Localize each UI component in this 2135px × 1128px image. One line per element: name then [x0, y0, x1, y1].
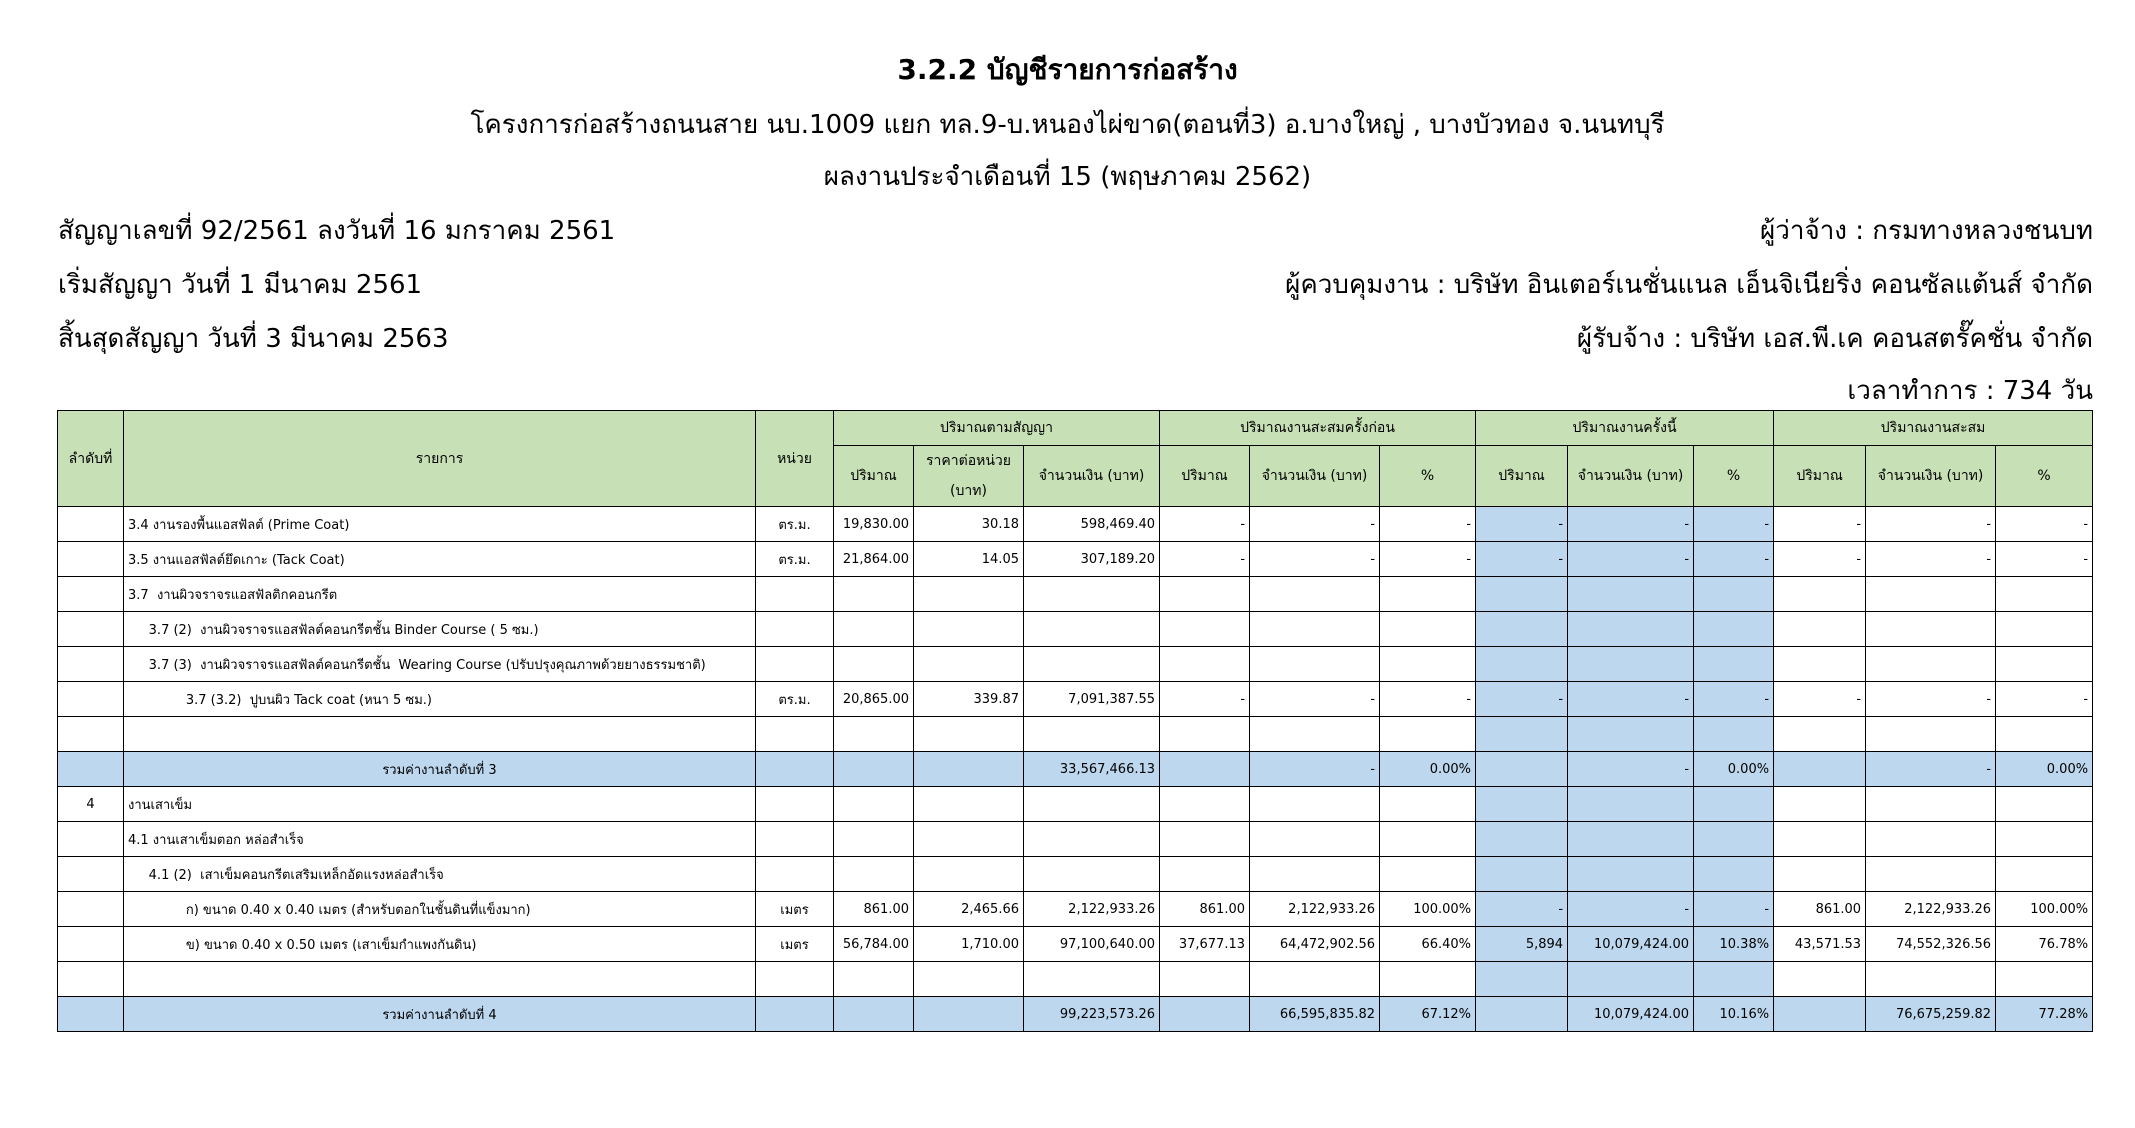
- cell-item: ข) ขนาด 0.40 x 0.50 เมตร (เสาเข็มกำแพงกันดิน): [124, 927, 756, 962]
- contractor: ผู้รับจ้าง : บริษัท เอส.พี.เค คอนสตรั๊คชั่น จำกัด: [1576, 324, 2093, 354]
- cell-seq: [58, 997, 124, 1032]
- cell-s-amt: [1866, 612, 1996, 647]
- cell-seq: [58, 647, 124, 682]
- employer: ผู้ว่าจ้าง : กรมทางหลวงชนบท: [1760, 216, 2093, 246]
- cell-p-pct: [1380, 577, 1476, 612]
- cell-s-pct: -: [1996, 542, 2093, 577]
- cell-s-amt: -: [1866, 682, 1996, 717]
- cell-p-qty: 37,677.13: [1160, 927, 1250, 962]
- cell-p-amt: [1250, 612, 1380, 647]
- cell-t-amt: -: [1568, 507, 1694, 542]
- cell-s-amt: 76,675,259.82: [1866, 997, 1996, 1032]
- cell-c-price: 339.87: [914, 682, 1024, 717]
- cell-c-price: 2,465.66: [914, 892, 1024, 927]
- cell-c-amt: 97,100,640.00: [1024, 927, 1160, 962]
- table-row: [58, 717, 2093, 752]
- cell-s-pct: -: [1996, 682, 2093, 717]
- cell-c-qty: 56,784.00: [834, 927, 914, 962]
- report-period: ผลงานประจำเดือนที่ 15 (พฤษภาคม 2562): [823, 162, 1312, 192]
- cell-t-amt: -: [1568, 752, 1694, 787]
- cell-c-qty: [834, 647, 914, 682]
- cell-t-qty: [1476, 857, 1568, 892]
- cell-t-qty: 5,894: [1476, 927, 1568, 962]
- header-pct: %: [1996, 446, 2093, 507]
- table-row: [58, 507, 2093, 542]
- cell-s-amt: -: [1866, 507, 1996, 542]
- cell-p-qty: 861.00: [1160, 892, 1250, 927]
- cell-seq: [58, 927, 124, 962]
- cell-unit: [756, 577, 834, 612]
- cell-p-pct: 100.00%: [1380, 892, 1476, 927]
- cell-s-qty: [1774, 822, 1866, 857]
- cell-t-qty: -: [1476, 542, 1568, 577]
- cell-p-qty: -: [1160, 507, 1250, 542]
- cell-c-amt: [1024, 717, 1160, 752]
- cell-seq: [58, 577, 124, 612]
- cell-s-amt: [1866, 577, 1996, 612]
- cell-p-qty: -: [1160, 542, 1250, 577]
- cell-c-amt: 2,122,933.26: [1024, 892, 1160, 927]
- table-row: [58, 927, 2093, 962]
- header-amount: จำนวนเงิน (บาท): [1568, 446, 1694, 507]
- cell-s-amt: 74,552,326.56: [1866, 927, 1996, 962]
- boq-body: [58, 507, 2093, 1032]
- cell-s-amt: [1866, 647, 1996, 682]
- cell-item: ก) ขนาด 0.40 x 0.40 เมตร (สำหรับตอกในชั้นดินที่แข็งมาก): [124, 892, 756, 927]
- cell-t-qty: [1476, 752, 1568, 787]
- cell-t-pct: [1694, 717, 1774, 752]
- cell-s-qty: [1774, 997, 1866, 1032]
- cell-p-amt: [1250, 787, 1380, 822]
- cell-p-amt: [1250, 822, 1380, 857]
- cell-seq: [58, 717, 124, 752]
- header-qty: ปริมาณ: [1774, 446, 1866, 507]
- cell-item: 4.1 (2) เสาเข็มคอนกรีตเสริมเหล็กอัดแรงหล่อสำเร็จ: [124, 857, 756, 892]
- cell-s-qty: [1774, 787, 1866, 822]
- cell-s-qty: 861.00: [1774, 892, 1866, 927]
- header-item: รายการ: [124, 411, 756, 507]
- cell-unit: [756, 612, 834, 647]
- cell-t-amt: 10,079,424.00: [1568, 927, 1694, 962]
- supervisor: ผู้ควบคุมงาน : บริษัท อินเตอร์เนชั่นแนล เอ็นจิเนียริ่ง คอนซัลแต้นส์ จำกัด: [1285, 270, 2093, 300]
- cell-p-amt: 64,472,902.56: [1250, 927, 1380, 962]
- cell-c-qty: [834, 577, 914, 612]
- page-title: 3.2.2 บัญชีรายการก่อสร้าง: [897, 53, 1238, 86]
- cell-s-amt: [1866, 787, 1996, 822]
- cell-unit: [756, 647, 834, 682]
- cell-seq: [58, 962, 124, 997]
- cell-item: 3.7 งานผิวจราจรแอสฟัลติกคอนกรีต: [124, 577, 756, 612]
- cell-unit: [756, 962, 834, 997]
- cell-c-amt: [1024, 612, 1160, 647]
- header-prev-group: ปริมาณงานสะสมครั้งก่อน: [1160, 411, 1476, 446]
- cell-p-pct: [1380, 787, 1476, 822]
- cell-s-pct: 0.00%: [1996, 752, 2093, 787]
- duration: เวลาทำการ : 734 วัน: [1847, 376, 2093, 406]
- cell-c-price: [914, 752, 1024, 787]
- cell-t-pct: -: [1694, 542, 1774, 577]
- cell-c-amt: [1024, 647, 1160, 682]
- cell-p-amt: -: [1250, 682, 1380, 717]
- cell-s-qty: [1774, 647, 1866, 682]
- cell-unit: ตร.ม.: [756, 682, 834, 717]
- cell-s-pct: 76.78%: [1996, 927, 2093, 962]
- cell-t-qty: [1476, 717, 1568, 752]
- cell-c-qty: 19,830.00: [834, 507, 914, 542]
- cell-t-qty: [1476, 612, 1568, 647]
- cell-c-qty: [834, 857, 914, 892]
- cell-seq: [58, 857, 124, 892]
- cell-c-price: 30.18: [914, 507, 1024, 542]
- cell-s-pct: 77.28%: [1996, 997, 2093, 1032]
- cell-t-amt: [1568, 822, 1694, 857]
- cell-unit: [756, 717, 834, 752]
- cell-s-amt: [1866, 717, 1996, 752]
- cell-item: 3.7 (3) งานผิวจราจรแอสฟัลต์คอนกรีตชั้น Wearing Course (ปรับปรุงคุณภาพด้วยยางธรรมชาติ): [124, 647, 756, 682]
- cell-s-pct: [1996, 647, 2093, 682]
- cell-s-qty: -: [1774, 542, 1866, 577]
- header-this-group: ปริมาณงานครั้งนี้: [1476, 411, 1774, 446]
- cell-s-amt: -: [1866, 542, 1996, 577]
- header-qty: ปริมาณ: [1476, 446, 1568, 507]
- cell-t-pct: 10.16%: [1694, 997, 1774, 1032]
- cell-c-price: [914, 647, 1024, 682]
- cell-p-pct: 0.00%: [1380, 752, 1476, 787]
- cell-t-qty: [1476, 787, 1568, 822]
- cell-seq: 4: [58, 787, 124, 822]
- cell-s-qty: [1774, 717, 1866, 752]
- cell-p-pct: 66.40%: [1380, 927, 1476, 962]
- cell-p-amt: [1250, 577, 1380, 612]
- cell-t-pct: [1694, 857, 1774, 892]
- cell-p-amt: [1250, 962, 1380, 997]
- cell-p-qty: [1160, 647, 1250, 682]
- cell-t-amt: [1568, 717, 1694, 752]
- header-qty: ปริมาณ: [834, 446, 914, 507]
- cell-unit: ตร.ม.: [756, 507, 834, 542]
- cell-s-qty: [1774, 612, 1866, 647]
- cell-t-qty: -: [1476, 682, 1568, 717]
- cell-s-qty: [1774, 577, 1866, 612]
- cell-c-price: [914, 822, 1024, 857]
- cell-t-amt: [1568, 577, 1694, 612]
- cell-c-price: [914, 857, 1024, 892]
- cell-item: [124, 962, 756, 997]
- table-row: [58, 962, 2093, 997]
- cell-seq: [58, 542, 124, 577]
- cell-s-amt: [1866, 822, 1996, 857]
- cell-unit: [756, 787, 834, 822]
- table-row: [58, 542, 2093, 577]
- total-row: [58, 997, 2093, 1032]
- cell-p-amt: [1250, 647, 1380, 682]
- cell-t-pct: [1694, 647, 1774, 682]
- table-row: [58, 682, 2093, 717]
- cell-c-price: [914, 997, 1024, 1032]
- cell-item: 3.4 งานรองพื้นแอสฟัลต์ (Prime Coat): [124, 507, 756, 542]
- cell-p-qty: -: [1160, 682, 1250, 717]
- cell-t-pct: -: [1694, 892, 1774, 927]
- cell-seq: [58, 612, 124, 647]
- cell-s-pct: [1996, 962, 2093, 997]
- cell-c-amt: [1024, 822, 1160, 857]
- cell-unit: เมตร: [756, 927, 834, 962]
- cell-p-qty: [1160, 822, 1250, 857]
- total-row: [58, 752, 2093, 787]
- cell-seq: [58, 822, 124, 857]
- cell-t-amt: -: [1568, 892, 1694, 927]
- header-amount: จำนวนเงิน (บาท): [1250, 446, 1380, 507]
- cell-seq: [58, 682, 124, 717]
- cell-p-qty: [1160, 752, 1250, 787]
- cell-unit: [756, 997, 834, 1032]
- cell-c-qty: [834, 997, 914, 1032]
- cell-t-pct: -: [1694, 507, 1774, 542]
- cell-s-qty: -: [1774, 682, 1866, 717]
- cell-c-amt: 7,091,387.55: [1024, 682, 1160, 717]
- cell-item: 3.7 (2) งานผิวจราจรแอสฟัลต์คอนกรีตชั้น Binder Course ( 5 ซม.): [124, 612, 756, 647]
- cell-c-qty: [834, 962, 914, 997]
- cell-t-amt: 10,079,424.00: [1568, 997, 1694, 1032]
- cell-p-pct: [1380, 647, 1476, 682]
- cell-p-amt: -: [1250, 752, 1380, 787]
- cell-c-qty: [834, 612, 914, 647]
- header-contract-group: ปริมาณตามสัญญา: [834, 411, 1160, 446]
- cell-c-amt: 99,223,573.26: [1024, 997, 1160, 1032]
- contract-end: สิ้นสุดสัญญา วันที่ 3 มีนาคม 2563: [58, 324, 449, 354]
- cell-c-qty: [834, 717, 914, 752]
- cell-p-qty: [1160, 612, 1250, 647]
- cell-t-pct: [1694, 962, 1774, 997]
- table-row: [58, 892, 2093, 927]
- header-amount: จำนวนเงิน (บาท): [1024, 446, 1160, 507]
- cell-t-pct: [1694, 787, 1774, 822]
- cell-s-qty: [1774, 752, 1866, 787]
- cell-t-amt: [1568, 857, 1694, 892]
- cell-c-qty: [834, 822, 914, 857]
- cell-c-amt: 598,469.40: [1024, 507, 1160, 542]
- header-unit-price: ราคาต่อหน่วย (บาท): [914, 446, 1024, 507]
- cell-item: รวมค่างานลำดับที่ 4: [124, 997, 756, 1032]
- cell-s-pct: [1996, 822, 2093, 857]
- cell-p-pct: -: [1380, 542, 1476, 577]
- cell-t-amt: [1568, 787, 1694, 822]
- cell-p-amt: -: [1250, 542, 1380, 577]
- cell-t-qty: [1476, 822, 1568, 857]
- cell-t-qty: [1476, 647, 1568, 682]
- cell-t-amt: [1568, 647, 1694, 682]
- cell-p-pct: [1380, 962, 1476, 997]
- cell-p-pct: -: [1380, 682, 1476, 717]
- table-row: [58, 787, 2093, 822]
- cell-s-amt: [1866, 857, 1996, 892]
- cell-s-pct: [1996, 717, 2093, 752]
- cell-p-amt: [1250, 857, 1380, 892]
- cell-p-qty: [1160, 717, 1250, 752]
- boq-table: [57, 410, 2093, 1032]
- cell-c-price: 14.05: [914, 542, 1024, 577]
- contract-start: เริ่มสัญญา วันที่ 1 มีนาคม 2561: [58, 270, 423, 300]
- header-seq: ลำดับที่: [58, 411, 124, 507]
- table-row: [58, 577, 2093, 612]
- cell-t-amt: [1568, 962, 1694, 997]
- cell-s-amt: -: [1866, 752, 1996, 787]
- cell-t-qty: [1476, 577, 1568, 612]
- cell-t-pct: 10.38%: [1694, 927, 1774, 962]
- cell-s-amt: 2,122,933.26: [1866, 892, 1996, 927]
- cell-c-price: 1,710.00: [914, 927, 1024, 962]
- cell-t-pct: -: [1694, 682, 1774, 717]
- cell-p-qty: [1160, 577, 1250, 612]
- cell-c-qty: [834, 752, 914, 787]
- cell-s-pct: 100.00%: [1996, 892, 2093, 927]
- cell-c-amt: 307,189.20: [1024, 542, 1160, 577]
- table-row: [58, 857, 2093, 892]
- header-cum-group: ปริมาณงานสะสม: [1774, 411, 2093, 446]
- cell-t-qty: [1476, 962, 1568, 997]
- cell-c-amt: [1024, 962, 1160, 997]
- cell-item: งานเสาเข็ม: [124, 787, 756, 822]
- cell-p-amt: -: [1250, 507, 1380, 542]
- cell-t-amt: -: [1568, 542, 1694, 577]
- cell-s-pct: [1996, 857, 2093, 892]
- cell-c-amt: [1024, 857, 1160, 892]
- cell-unit: [756, 752, 834, 787]
- cell-t-pct: [1694, 577, 1774, 612]
- cell-p-pct: [1380, 857, 1476, 892]
- header-pct: %: [1380, 446, 1476, 507]
- cell-c-qty: 861.00: [834, 892, 914, 927]
- cell-item: 3.7 (3.2) ปูบนผิว Tack coat (หนา 5 ซม.): [124, 682, 756, 717]
- cell-c-amt: 33,567,466.13: [1024, 752, 1160, 787]
- cell-c-price: [914, 962, 1024, 997]
- cell-p-pct: [1380, 822, 1476, 857]
- cell-p-pct: [1380, 717, 1476, 752]
- cell-c-qty: 21,864.00: [834, 542, 914, 577]
- cell-item: [124, 717, 756, 752]
- cell-c-price: [914, 717, 1024, 752]
- cell-t-qty: -: [1476, 507, 1568, 542]
- cell-p-amt: 66,595,835.82: [1250, 997, 1380, 1032]
- cell-t-qty: [1476, 997, 1568, 1032]
- cell-s-pct: [1996, 577, 2093, 612]
- cell-c-qty: [834, 787, 914, 822]
- cell-t-qty: -: [1476, 892, 1568, 927]
- cell-s-pct: -: [1996, 507, 2093, 542]
- table-row: [58, 612, 2093, 647]
- cell-t-pct: [1694, 822, 1774, 857]
- cell-p-qty: [1160, 787, 1250, 822]
- cell-s-qty: [1774, 962, 1866, 997]
- cell-p-pct: [1380, 612, 1476, 647]
- cell-c-price: [914, 577, 1024, 612]
- project-name: โครงการก่อสร้างถนนสาย นบ.1009 แยก ทล.9-บ.หนองไผ่ขาด(ตอนที่3) อ.บางใหญ่ , บางบัวทอง จ.นนทบุรี: [470, 110, 1665, 140]
- table-row: [58, 822, 2093, 857]
- cell-t-pct: 0.00%: [1694, 752, 1774, 787]
- cell-unit: [756, 857, 834, 892]
- cell-s-pct: [1996, 612, 2093, 647]
- cell-unit: [756, 822, 834, 857]
- cell-c-amt: [1024, 787, 1160, 822]
- cell-c-qty: 20,865.00: [834, 682, 914, 717]
- table-row: [58, 647, 2093, 682]
- cell-t-amt: [1568, 612, 1694, 647]
- cell-item: 3.5 งานแอสฟัลต์ยึดเกาะ (Tack Coat): [124, 542, 756, 577]
- cell-t-amt: -: [1568, 682, 1694, 717]
- header-amount: จำนวนเงิน (บาท): [1866, 446, 1996, 507]
- cell-p-pct: -: [1380, 507, 1476, 542]
- cell-seq: [58, 892, 124, 927]
- cell-s-qty: [1774, 857, 1866, 892]
- cell-c-amt: [1024, 577, 1160, 612]
- header-qty: ปริมาณ: [1160, 446, 1250, 507]
- cell-p-amt: [1250, 717, 1380, 752]
- cell-p-qty: [1160, 997, 1250, 1032]
- cell-unit: เมตร: [756, 892, 834, 927]
- cell-seq: [58, 507, 124, 542]
- cell-c-price: [914, 787, 1024, 822]
- cell-p-qty: [1160, 857, 1250, 892]
- cell-p-amt: 2,122,933.26: [1250, 892, 1380, 927]
- header-unit: หน่วย: [756, 411, 834, 507]
- cell-c-price: [914, 612, 1024, 647]
- cell-item: รวมค่างานลำดับที่ 3: [124, 752, 756, 787]
- cell-s-pct: [1996, 787, 2093, 822]
- cell-t-pct: [1694, 612, 1774, 647]
- cell-seq: [58, 752, 124, 787]
- contract-number: สัญญาเลขที่ 92/2561 ลงวันที่ 16 มกราคม 2561: [58, 216, 616, 246]
- cell-item: 4.1 งานเสาเข็มตอก หล่อสำเร็จ: [124, 822, 756, 857]
- cell-unit: ตร.ม.: [756, 542, 834, 577]
- cell-p-pct: 67.12%: [1380, 997, 1476, 1032]
- cell-s-qty: 43,571.53: [1774, 927, 1866, 962]
- header-pct: %: [1694, 446, 1774, 507]
- cell-p-qty: [1160, 962, 1250, 997]
- cell-s-amt: [1866, 962, 1996, 997]
- cell-s-qty: -: [1774, 507, 1866, 542]
